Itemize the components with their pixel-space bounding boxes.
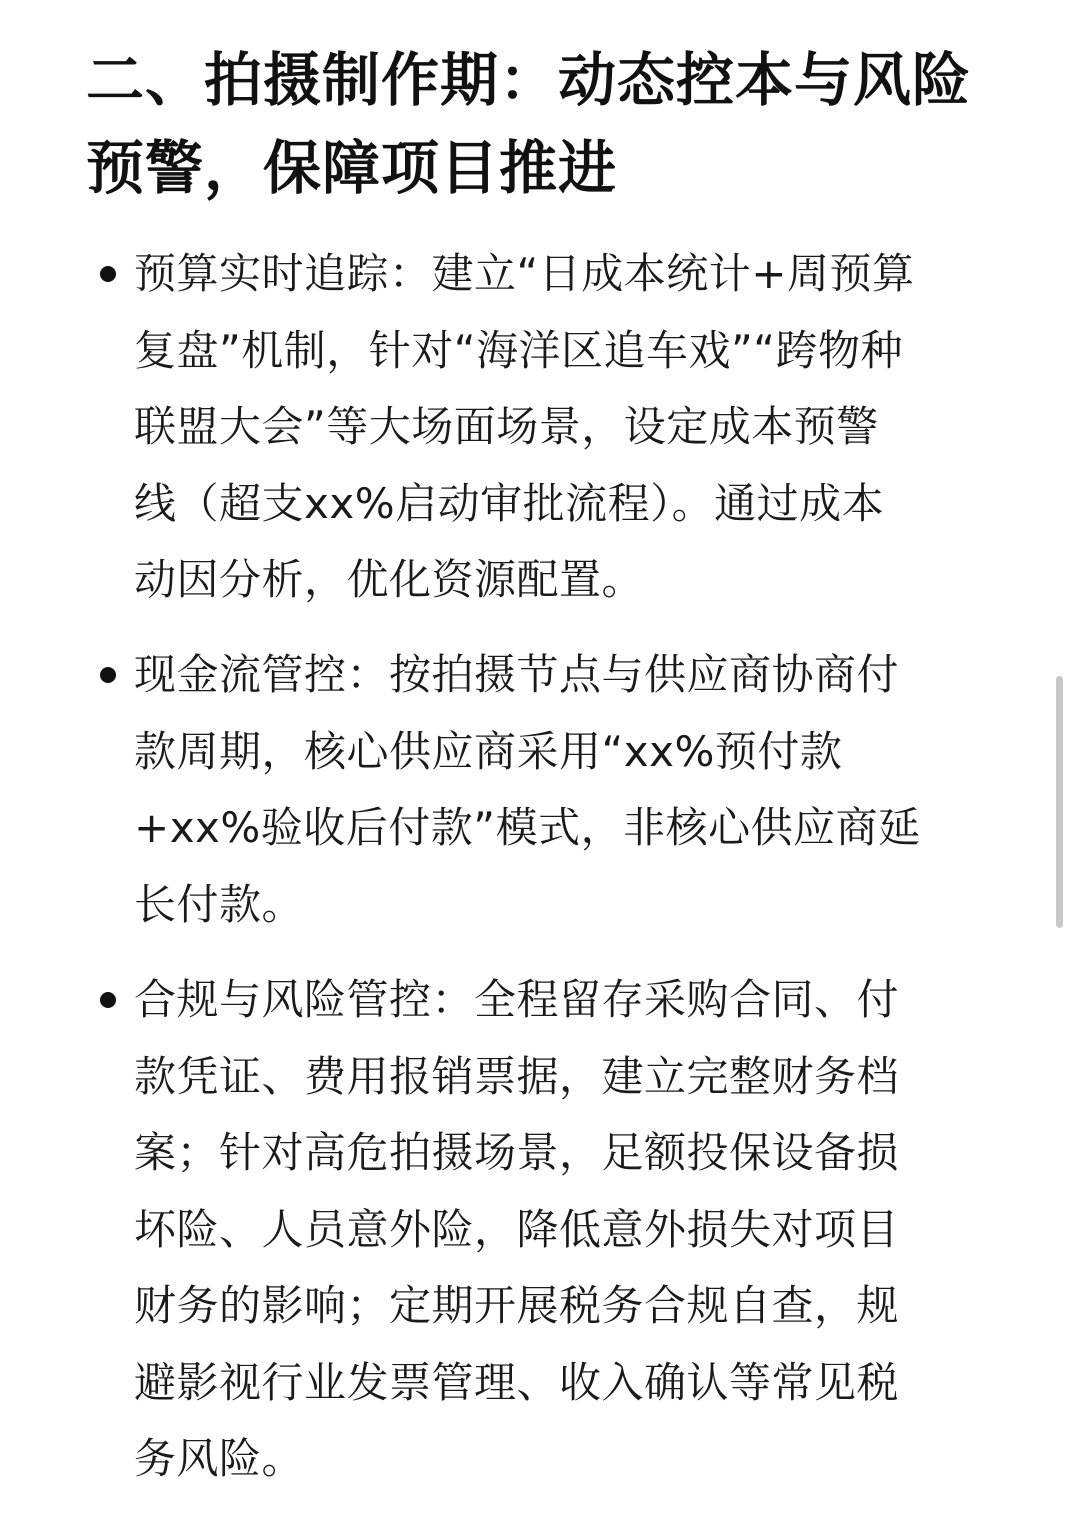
- bullet-dot-icon: [100, 266, 116, 282]
- list-item-text: 合规与风险管控：全程留存采购合同、付 款凭证、费用报销票据，建立完整财务档 案；针对高危拍摄场景，足额投保设备损 坏险、人员意外险，降低意外损失对项目 财务的影响；定期开展税务合规自查，规 避影视行业发票管理、收入确认等常见税 务风险。: [134, 975, 900, 1483]
- bullet-dot-icon: [100, 667, 116, 683]
- scrollbar-thumb[interactable]: [1056, 676, 1063, 928]
- bullet-dot-icon: [100, 992, 116, 1008]
- list-item-compliance-risk: [96, 962, 996, 1498]
- list-item-budget-tracking: [96, 236, 996, 620]
- list-item-cashflow-control: [96, 637, 996, 943]
- section-heading: 二、拍摄制作期：动态控本与风险 预警，保障项目推进: [86, 46, 972, 202]
- list-item-text: 预算实时追踪：建立“日成本统计+周预算 复盘”机制，针对“海洋区追车戏”“跨物种 联盟大会”等大场面场景，设定成本预警 线（超支xx%启动审批流程）。通过成本 动因分析，优化资源配置。: [134, 249, 915, 604]
- list-item-text: 现金流管控：按拍摄节点与供应商协商付 款周期，核心供应商采用“xx%预付款 +xx%验收后付款”模式，非核心供应商延 长付款。: [134, 650, 921, 929]
